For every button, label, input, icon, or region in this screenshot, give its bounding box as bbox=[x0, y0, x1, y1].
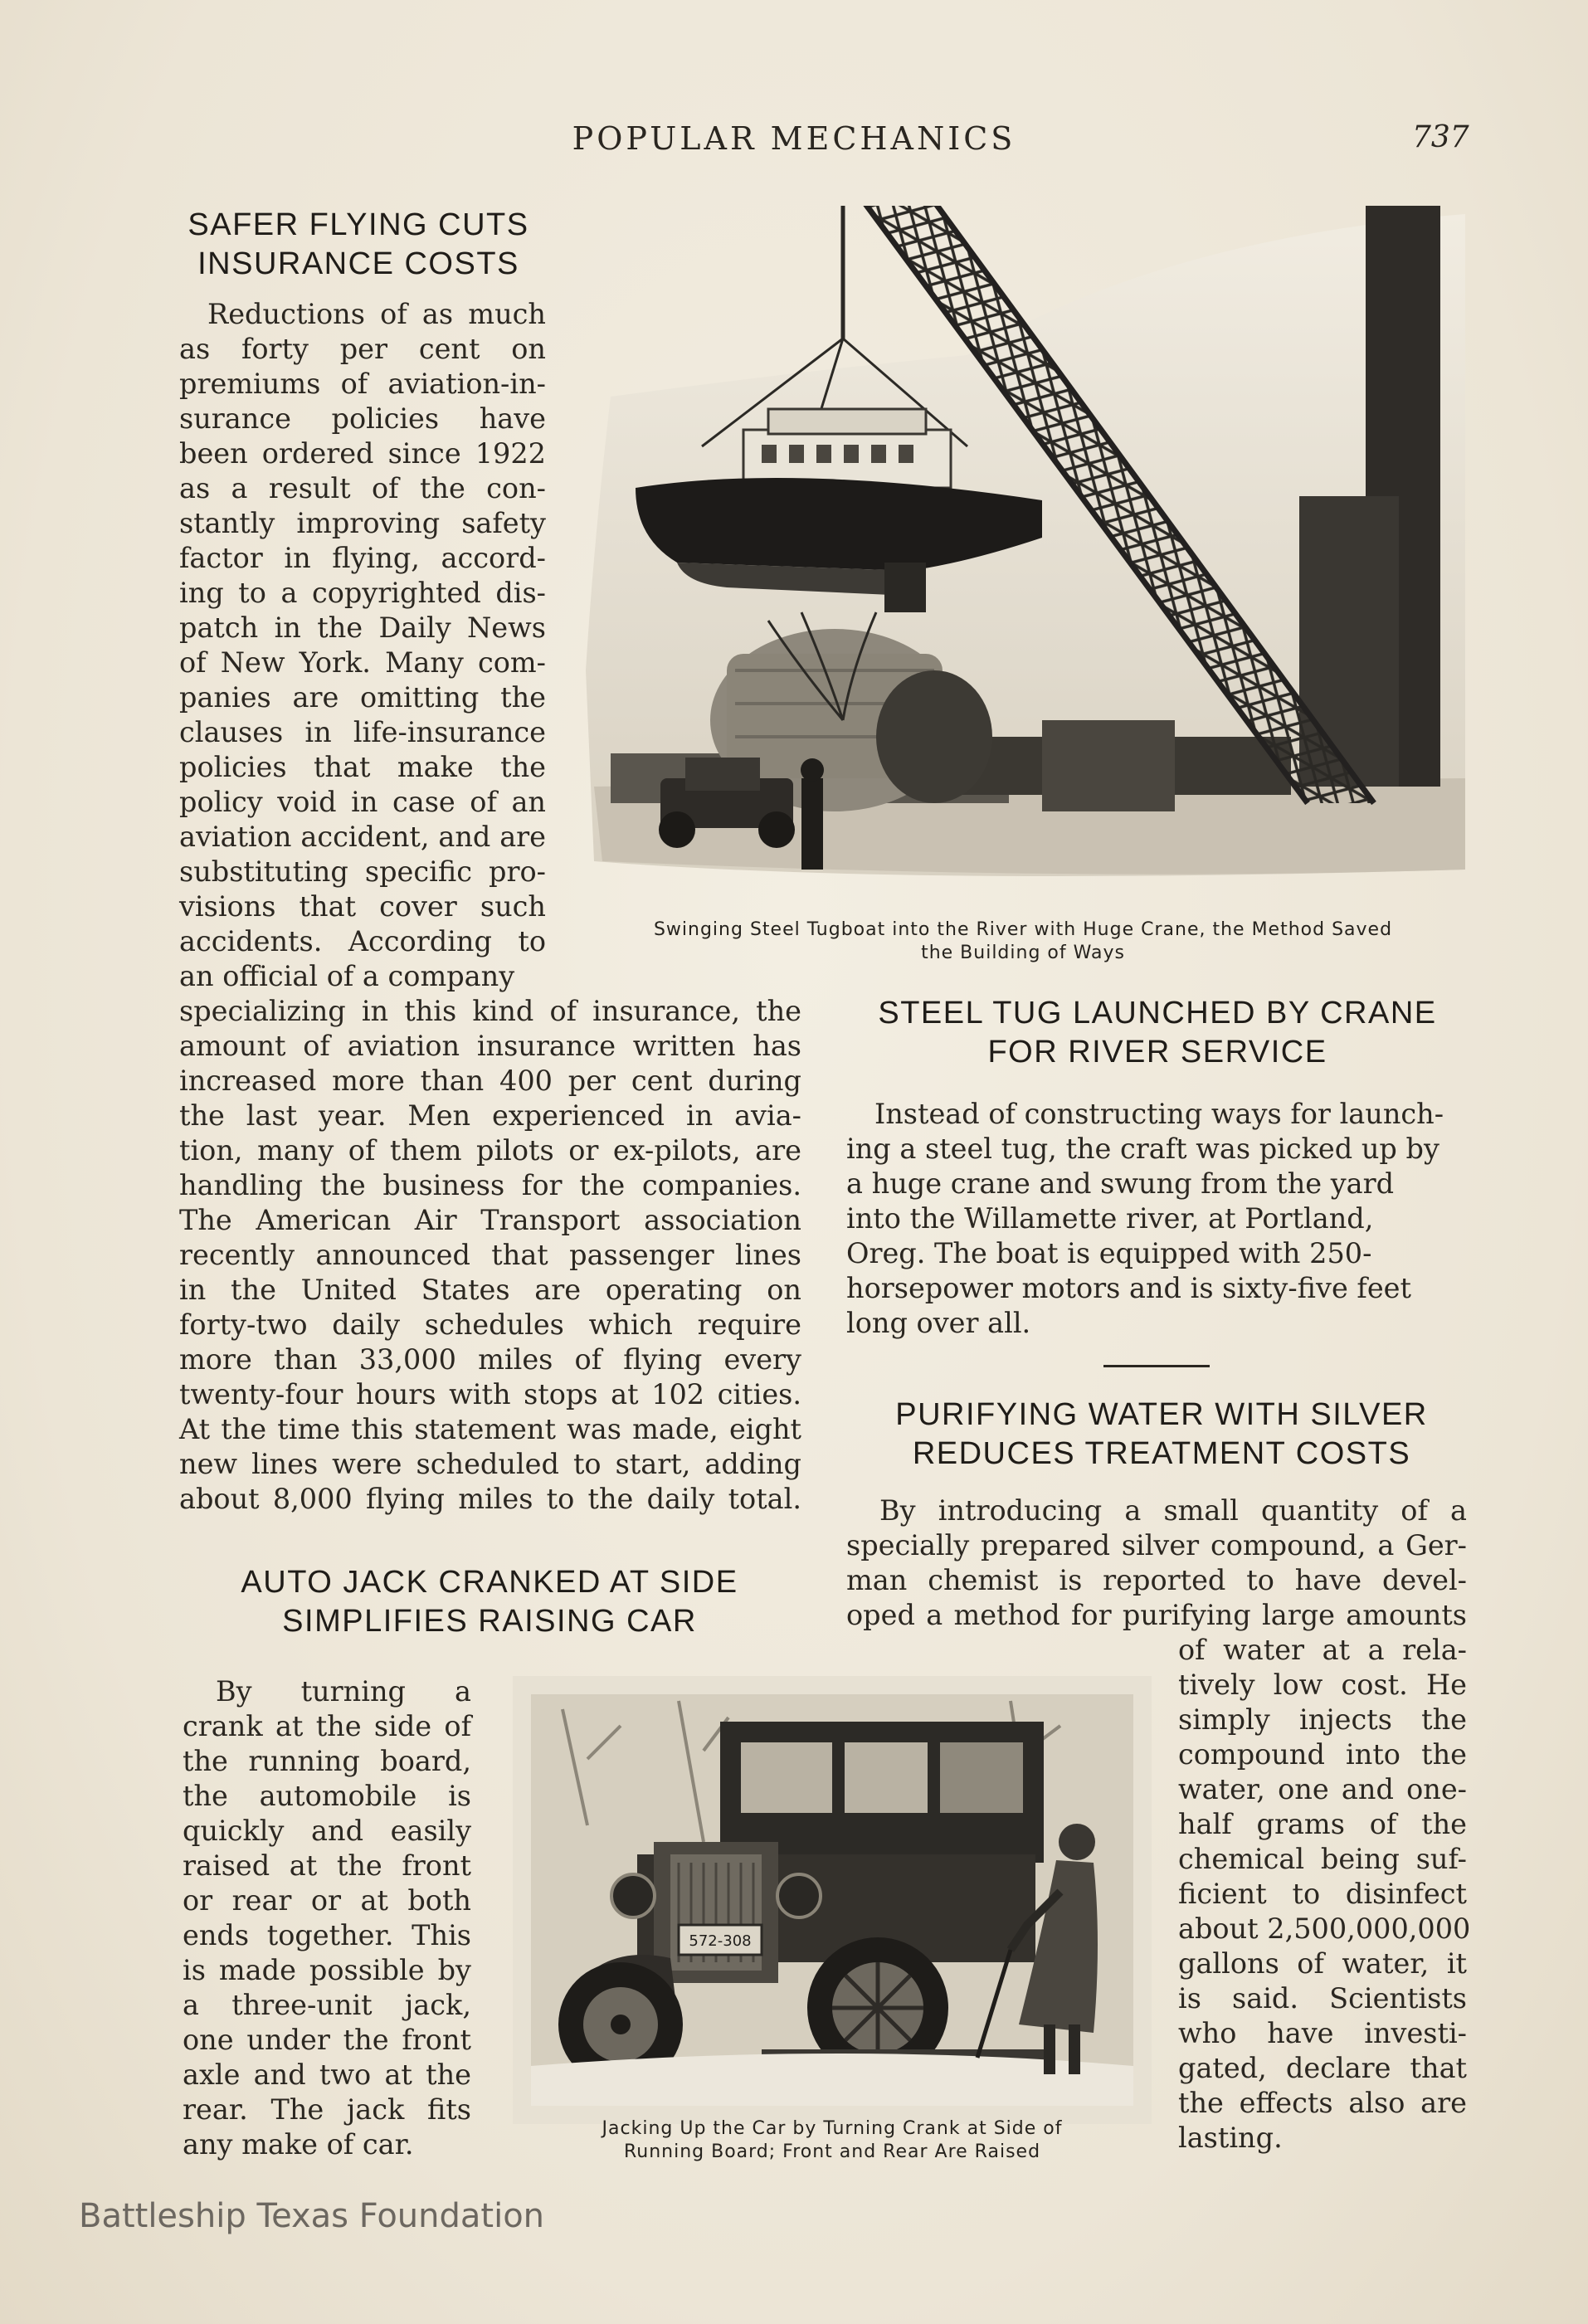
headline-line: SIMPLIFIES RAISING CAR bbox=[282, 1604, 697, 1639]
headline-line: AUTO JACK CRANKED AT SIDE bbox=[241, 1565, 738, 1600]
headline-line: SAFER FLYING CUTS bbox=[188, 207, 529, 242]
text-line: stantly improving safety bbox=[179, 507, 546, 539]
headline-safer-flying bbox=[163, 206, 554, 284]
text-line: Reductions of as much bbox=[207, 298, 546, 330]
text-line: crank at the side of bbox=[183, 1710, 471, 1742]
text-line: factor in flying, accord- bbox=[179, 542, 546, 574]
text-line: into the Willamette river, at Portland, bbox=[846, 1202, 1374, 1235]
caption-line: the Building of Ways bbox=[921, 943, 1125, 963]
article-steel-tug-body bbox=[846, 1097, 1467, 1341]
text-line: raised at the front bbox=[183, 1849, 471, 1882]
license-plate-text: 572-308 bbox=[689, 1932, 752, 1950]
running-title: POPULAR MECHANICS bbox=[572, 120, 1016, 157]
text-line: panies are omitting the bbox=[179, 681, 546, 714]
text-line: ing a steel tug, the craft was picked up by bbox=[846, 1133, 1439, 1165]
headline-line: REDUCES TREATMENT COSTS bbox=[912, 1436, 1411, 1471]
text-line: as a result of the con- bbox=[179, 472, 546, 504]
text-line: policy void in case of an bbox=[179, 786, 546, 818]
car-jack-photo bbox=[513, 1676, 1152, 2124]
text-line: tion, many of them pilots or ex-pilots, are bbox=[179, 1134, 801, 1167]
text-line: an official of a company bbox=[179, 960, 515, 992]
text-line: specializing in this kind of insurance, the bbox=[179, 995, 801, 1027]
text-line: the running board, bbox=[183, 1745, 471, 1777]
text-line: patch in the Daily News bbox=[179, 611, 546, 644]
text-line: the last year. Men experienced in avia- bbox=[179, 1099, 801, 1132]
headline-line: FOR RIVER SERVICE bbox=[987, 1035, 1327, 1069]
text-line: about 2,500,000,000 bbox=[1178, 1912, 1471, 1945]
caption-line: Jacking Up the Car by Turning Crank at Side of bbox=[602, 2118, 1063, 2139]
text-line: ends together. This bbox=[183, 1919, 471, 1951]
text-line: premiums of aviation-in- bbox=[179, 368, 546, 400]
headline-line: STEEL TUG LAUNCHED BY CRANE bbox=[878, 996, 1437, 1030]
text-line: clauses in life-insurance bbox=[179, 716, 546, 748]
tugboat-caption bbox=[581, 918, 1465, 965]
text-line: The American Air Transport association bbox=[179, 1204, 801, 1236]
text-line: rear. The jack fits bbox=[183, 2093, 471, 2126]
text-line: any make of car. bbox=[183, 2128, 414, 2161]
text-line: new lines were scheduled to start, adding bbox=[179, 1448, 801, 1480]
text-line: or rear or at both bbox=[183, 1884, 471, 1917]
text-line: water, one and one- bbox=[1178, 1773, 1467, 1805]
car-jack-caption bbox=[504, 2117, 1160, 2164]
text-line: increased more than 400 per cent during bbox=[179, 1065, 801, 1097]
text-line: policies that make the bbox=[179, 751, 546, 783]
text-line: simply injects the bbox=[1178, 1703, 1467, 1736]
headline-line: PURIFYING WATER WITH SILVER bbox=[895, 1397, 1428, 1432]
text-line: of New York. Many com- bbox=[179, 646, 546, 679]
text-line: aviation accident, and are bbox=[179, 821, 546, 853]
text-line: By turning a bbox=[216, 1675, 471, 1708]
text-line: is made possible by bbox=[183, 1954, 471, 1986]
text-line: gallons of water, it bbox=[1178, 1947, 1467, 1980]
text-line: the effects also are bbox=[1178, 2087, 1467, 2119]
headline-steel-tug bbox=[830, 994, 1485, 1072]
text-line: Oreg. The boat is equipped with 250- bbox=[846, 1237, 1372, 1269]
text-line: is said. Scientists bbox=[1178, 1982, 1467, 2015]
headline-line: INSURANCE COSTS bbox=[197, 246, 519, 281]
car-jack-illustration bbox=[513, 1676, 1152, 2124]
text-line: long over all. bbox=[846, 1307, 1031, 1339]
tugboat-crane-illustration bbox=[577, 206, 1465, 911]
text-line: man chemist is reported to have devel- bbox=[846, 1564, 1467, 1596]
text-line: At the time this statement was made, eight bbox=[179, 1413, 801, 1445]
article-safer-flying-body-narrow bbox=[179, 297, 546, 994]
text-line: tively low cost. He bbox=[1178, 1669, 1467, 1701]
text-line: been ordered since 1922 bbox=[179, 437, 546, 470]
article-auto-jack-body bbox=[183, 1674, 471, 2162]
text-line: axle and two at the bbox=[183, 2058, 471, 2091]
text-line: a three-unit jack, bbox=[183, 1989, 471, 2021]
text-line: one under the front bbox=[183, 2024, 471, 2056]
page-number: 737 bbox=[1412, 120, 1469, 154]
headline-purifying-water bbox=[838, 1396, 1485, 1474]
text-line: half grams of the bbox=[1178, 1808, 1467, 1840]
tugboat-crane-photo bbox=[577, 206, 1465, 911]
text-line: ficient to disinfect bbox=[1178, 1878, 1467, 1910]
caption-line: Swinging Steel Tugboat into the River with Huge Crane, the Method Saved bbox=[653, 919, 1393, 940]
text-line: twenty-four hours with stops at 102 cities. bbox=[179, 1378, 801, 1410]
text-line: oped a method for purifying large amounts bbox=[846, 1599, 1467, 1631]
text-line: of water at a rela- bbox=[1178, 1634, 1467, 1666]
text-line: accidents. According to bbox=[179, 925, 546, 957]
text-line: the automobile is bbox=[183, 1780, 471, 1812]
text-line: Instead of constructing ways for launch- bbox=[874, 1098, 1444, 1130]
text-line: surance policies have bbox=[179, 402, 546, 435]
text-line: handling the business for the companies. bbox=[179, 1169, 801, 1201]
text-line: compound into the bbox=[1178, 1738, 1467, 1771]
text-line: visions that cover such bbox=[179, 890, 546, 923]
text-line: ing to a copyrighted dis- bbox=[179, 577, 546, 609]
text-line: specially prepared silver compound, a Ger- bbox=[846, 1529, 1467, 1562]
text-line: forty-two daily schedules which require bbox=[179, 1308, 801, 1341]
text-line: recently announced that passenger lines bbox=[179, 1239, 801, 1271]
text-line: who have investi- bbox=[1178, 2017, 1467, 2049]
text-line: gated, declare that bbox=[1178, 2052, 1467, 2084]
text-line: horsepower motors and is sixty-five feet bbox=[846, 1272, 1411, 1304]
text-line: chemical being suf- bbox=[1178, 1843, 1467, 1875]
article-purifying-water-body-wide bbox=[846, 1493, 1467, 1633]
text-line: By introducing a small quantity of a bbox=[879, 1494, 1467, 1527]
text-line: about 8,000 flying miles to the daily total. bbox=[179, 1483, 801, 1515]
text-line: more than 33,000 miles of flying every bbox=[179, 1343, 801, 1376]
caption-line: Running Board; Front and Rear Are Raised bbox=[623, 2141, 1041, 2162]
text-line: amount of aviation insurance written has bbox=[179, 1030, 801, 1062]
section-divider bbox=[1103, 1365, 1210, 1367]
headline-auto-jack bbox=[183, 1563, 796, 1641]
article-purifying-water-body-narrow bbox=[1178, 1633, 1471, 2156]
article-safer-flying-body-wide bbox=[179, 994, 801, 1517]
text-line: substituting specific pro- bbox=[179, 855, 546, 888]
text-line: a huge crane and swung from the yard bbox=[846, 1167, 1395, 1200]
text-line: in the United States are operating on bbox=[179, 1274, 801, 1306]
watermark-text: Battleship Texas Foundation bbox=[79, 2197, 545, 2235]
text-line: quickly and easily bbox=[183, 1815, 471, 1847]
text-line: as forty per cent on bbox=[179, 333, 546, 365]
text-line: lasting. bbox=[1178, 2122, 1283, 2154]
